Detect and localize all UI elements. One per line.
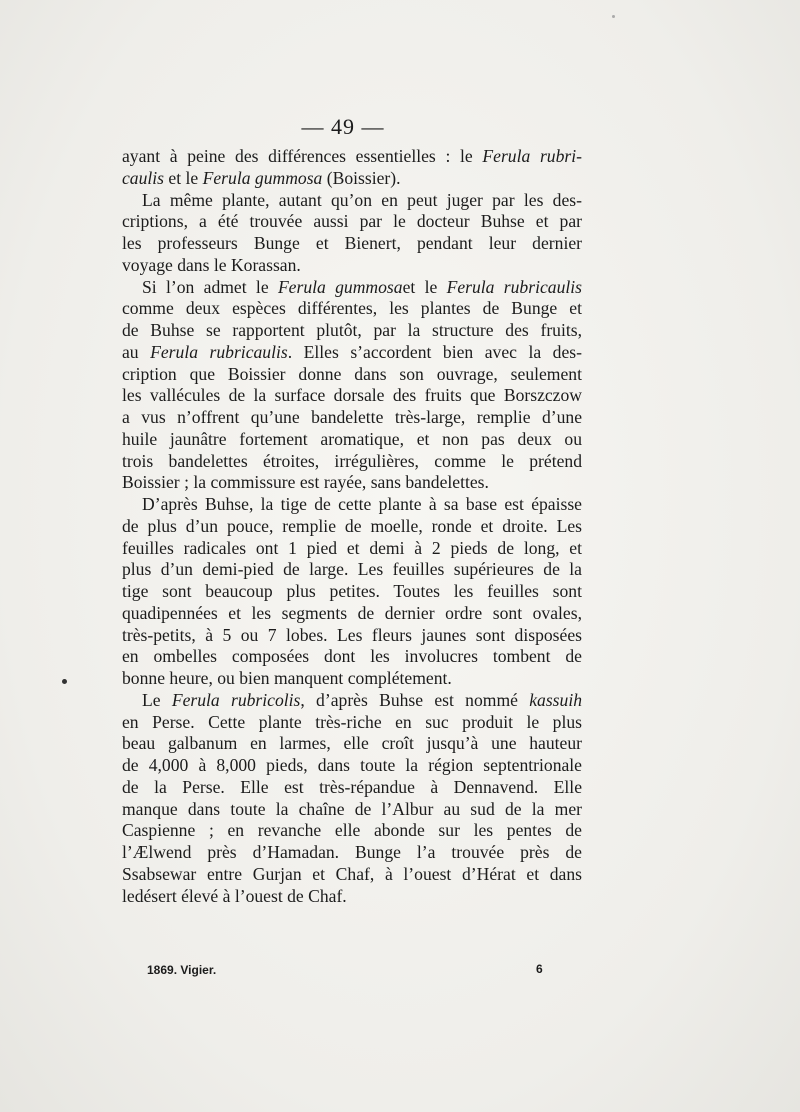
text-line: de la Perse. Elle est très-répandue à Dennavend. Elle	[122, 776, 582, 797]
body-text	[122, 146, 582, 907]
text-line: Caspienne ; en revanche elle abonde sur les pentes de	[122, 820, 582, 841]
text-line: l’Ælwend près d’Hamadan. Bunge l’a trouvée près de	[122, 842, 582, 862]
text-line: comme deux espèces différentes, les plantes de Bunge et	[122, 298, 582, 319]
page-number: — 49 —	[301, 114, 385, 139]
text-line: caulis et le Ferula gummosa (Boissier).	[122, 167, 401, 188]
text-line: en Perse. Cette plante très-riche en suc produit le plus	[122, 711, 582, 732]
text-line: Boissier ; la commissure est rayée, sans bandelettes.	[122, 472, 489, 493]
text-line: Le Ferula rubricolis, d’après Buhse est nommé kassuih	[142, 689, 582, 710]
text-line: de 4,000 à 8,000 pieds, dans toute la région septentrionale	[122, 755, 582, 775]
text-line: D’après Buhse, la tige de cette plante à sa base est épaisse	[142, 494, 582, 514]
text-line: très-petits, à 5 ou 7 lobes. Les fleurs jaunes sont disposées	[122, 624, 582, 645]
text-line: bonne heure, ou bien manquent complétement.	[122, 668, 452, 688]
text-line: en ombelles composées dont les involucres tombent de	[122, 646, 582, 667]
text-line: huile jaunâtre fortement aromatique, et non pas deux ou	[122, 428, 582, 449]
text-line: Si l’on admet le Ferula gummosaet le Ferula rubricaulis	[142, 276, 582, 297]
footer-signature: 1869. Vigier.	[147, 963, 217, 977]
text-line: La même plante, autant qu’on en peut juger par les des-	[142, 189, 582, 210]
text-line: les professeurs Bunge et Bienert, pendant leur dernier	[122, 233, 582, 253]
text-line: de Buhse se rapportent plutôt, par la structure des fruits,	[122, 320, 582, 340]
text-line: Ssabsewar entre Gurjan et Chaf, à l’ouest d’Hérat et dans	[122, 863, 582, 884]
text-line: quadipennées et les segments de dernier ordre sont ovales,	[122, 602, 582, 623]
text-line: criptions, a été trouvée aussi par le docteur Buhse et par	[122, 211, 582, 232]
text-line: trois bandelettes étroites, irrégulières, comme le prétend	[122, 450, 582, 471]
text-line: tige sont beaucoup plus petites. Toutes les feuilles sont	[122, 581, 582, 601]
ink-speck	[612, 15, 615, 18]
text-line: cription que Boissier donne dans son ouvrage, seulement	[122, 363, 582, 384]
text-line: a vus n’offrent qu’une bandelette très-large, remplie d’une	[122, 407, 582, 427]
text-line: voyage dans le Korassan.	[122, 254, 301, 275]
ink-speck	[62, 679, 67, 684]
text-line: feuilles radicales ont 1 pied et demi à 2 pieds de long, et	[122, 537, 582, 558]
text-line: les vallécules de la surface dorsale des fruits que Borszczow	[122, 385, 582, 406]
text-line: de plus d’un pouce, remplie de moelle, ronde et droite. Les	[122, 515, 582, 536]
text-line: manque dans toute la chaîne de l’Albur au sud de la mer	[122, 798, 582, 819]
text-line: ayant à peine des différences essentielles : le Ferula rubri-	[122, 146, 582, 166]
text-line: plus d’un demi-pied de large. Les feuilles supérieures de la	[122, 559, 582, 580]
text-line: au Ferula rubricaulis. Elles s’accordent bien avec la des-	[122, 341, 582, 362]
text-line: ledésert élevé à l’ouest de Chaf.	[122, 885, 347, 906]
text-line: beau galbanum en larmes, elle croît jusqu’à une hauteur	[122, 733, 582, 754]
footer-sheet-number: 6	[536, 962, 543, 976]
